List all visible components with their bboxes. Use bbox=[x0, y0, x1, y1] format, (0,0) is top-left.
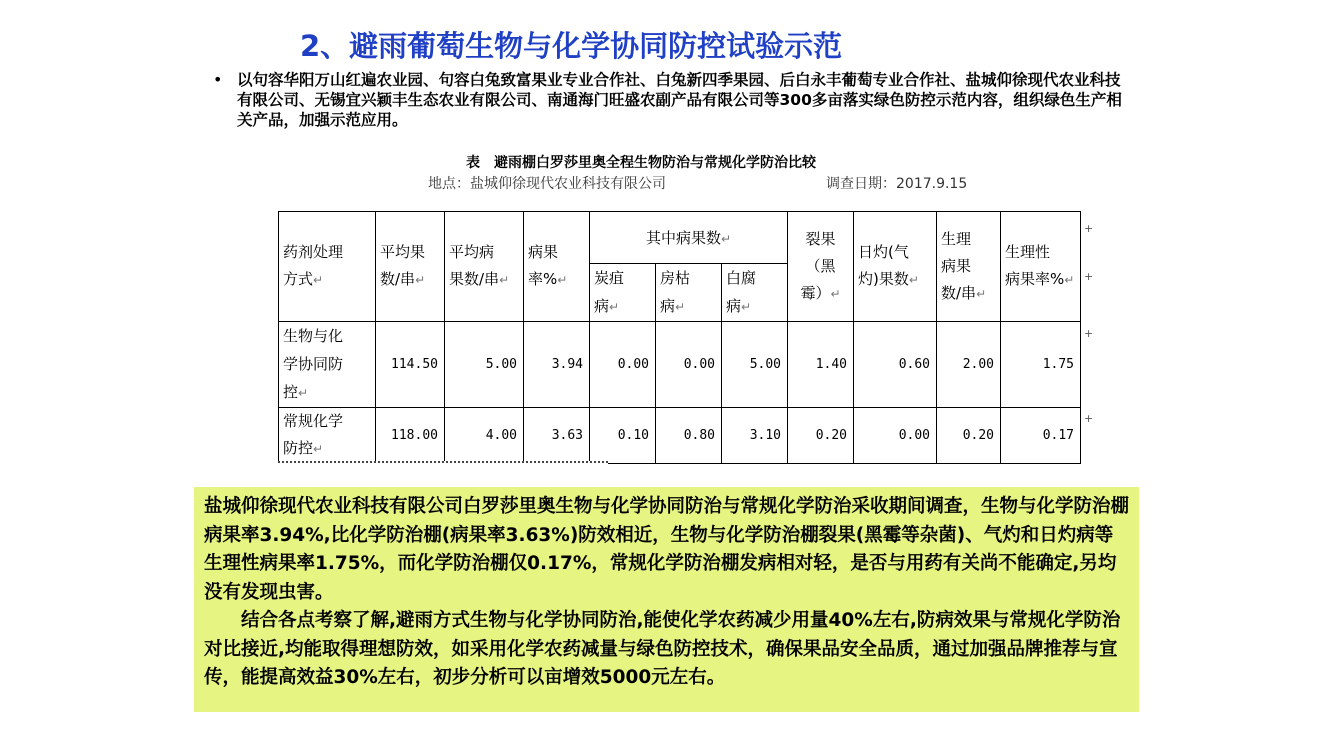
row-label-bio: 生物与化 学协同防 控↵ bbox=[279, 322, 376, 408]
table-caption-text: 避雨棚白罗莎里奥全程生物防治与常规化学防治比较 bbox=[494, 155, 816, 171]
cell-value: 3.10 bbox=[722, 408, 788, 464]
cell-value: 1.40 bbox=[788, 322, 854, 408]
header-avg-fruit: 平均果 数/串↵ bbox=[376, 212, 445, 322]
summary-paragraph-1: 盐城仰徐现代农业科技有限公司白罗莎里奥生物与化学协同防治与常规化学防治采收期间调查，生物与化学防治棚病果率3.94%,比化学防治棚(病果率3.63%)防效相近，生物与化学防治棚裂果(黑霉等杂菌)、气灼和日灼病等生理性病果率1.75%，而化学防治棚仅0.17%，常规化学防治棚发病相对轻，是否与用药有关尚不能确定,另均没有发现虫害。 bbox=[204, 496, 1130, 603]
table-row bbox=[279, 322, 1081, 408]
row-marker: + bbox=[1084, 412, 1094, 425]
table-location: 地点：盐城仰徐现代农业科技有限公司 bbox=[428, 176, 666, 192]
header-ripe-rot: 房枯 病↵ bbox=[656, 264, 722, 322]
table-meta bbox=[428, 173, 968, 193]
header-group-diseased: 其中病果数↵ bbox=[590, 212, 788, 264]
table-crop-edge bbox=[278, 461, 608, 473]
row-label-chem: 常规化学 防控↵ bbox=[279, 408, 376, 464]
intro-text: 以句容华阳万山红遍农业园、句容白兔致富果业专业合作社、白兔新四季果园、后白永丰葡萄专业合作社、盐城仰徐现代农业科技有限公司、无锡宜兴颖丰生态农业有限公司、南通海门旺盛农副产品有限公司等300多亩落实绿色防控示范内容，组织绿色生产相关产品，加强示范应用。 bbox=[237, 71, 1122, 129]
cell-value: 0.20 bbox=[788, 408, 854, 464]
row-marker: + bbox=[1084, 222, 1094, 235]
cell-value: 5.00 bbox=[722, 322, 788, 408]
cell-value: 0.00 bbox=[656, 322, 722, 408]
header-white-rot: 白腐 病↵ bbox=[722, 264, 788, 322]
bullet-dot: • bbox=[213, 70, 223, 89]
header-physio-count: 生理 病果 数/串↵ bbox=[937, 212, 1001, 322]
cell-value: 0.00 bbox=[590, 322, 656, 408]
cell-value: 2.00 bbox=[937, 322, 1001, 408]
cell-value: 4.00 bbox=[445, 408, 524, 464]
header-anthracnose: 炭疽 病↵ bbox=[590, 264, 656, 322]
header-treatment: 药剂处理 方式↵ bbox=[279, 212, 376, 322]
cell-value: 118.00 bbox=[376, 408, 445, 464]
slide-title: 2、避雨葡萄生物与化学协同防控试验示范 bbox=[300, 29, 843, 63]
cell-value: 0.00 bbox=[854, 408, 937, 464]
comparison-table bbox=[278, 211, 1081, 464]
cell-value: 5.00 bbox=[445, 322, 524, 408]
cell-value: 3.94 bbox=[524, 322, 590, 408]
cell-value: 0.10 bbox=[590, 408, 656, 464]
summary-note bbox=[194, 487, 1139, 712]
summary-paragraph-2: 结合各点考察了解,避雨方式生物与化学协同防治,能使化学农药减少用量40%左右,防病效果与常规化学防治对比接近,均能取得理想防效，如采用化学农药减量与绿色防控技术，确保果品安全品质，通过加强品牌推荐与宣传，能提高效益30%左右，初步分析可以亩增效5000元左右。 bbox=[204, 610, 1121, 688]
row-marker: + bbox=[1084, 270, 1094, 283]
cell-value: 114.50 bbox=[376, 322, 445, 408]
table-caption-label: 表 bbox=[466, 155, 480, 171]
header-avg-diseased: 平均病 果数/串↵ bbox=[445, 212, 524, 322]
table-row bbox=[279, 408, 1081, 464]
cell-value: 0.17 bbox=[1001, 408, 1081, 464]
cell-value: 0.80 bbox=[656, 408, 722, 464]
cell-value: 0.60 bbox=[854, 322, 937, 408]
header-cracked: 裂果 （黑 霉）↵ bbox=[788, 212, 854, 322]
header-disease-rate: 病果 率%↵ bbox=[524, 212, 590, 322]
header-physio-rate: 生理性 病果率%↵ bbox=[1001, 212, 1081, 322]
row-marker: + bbox=[1084, 327, 1094, 340]
header-sunburn: 日灼(气 灼)果数↵ bbox=[854, 212, 937, 322]
cell-value: 1.75 bbox=[1001, 322, 1081, 408]
cell-value: 3.63 bbox=[524, 408, 590, 464]
table-survey-date: 调查日期：2017.9.15 bbox=[826, 176, 968, 192]
cell-value: 0.20 bbox=[937, 408, 1001, 464]
table-caption bbox=[466, 152, 816, 172]
